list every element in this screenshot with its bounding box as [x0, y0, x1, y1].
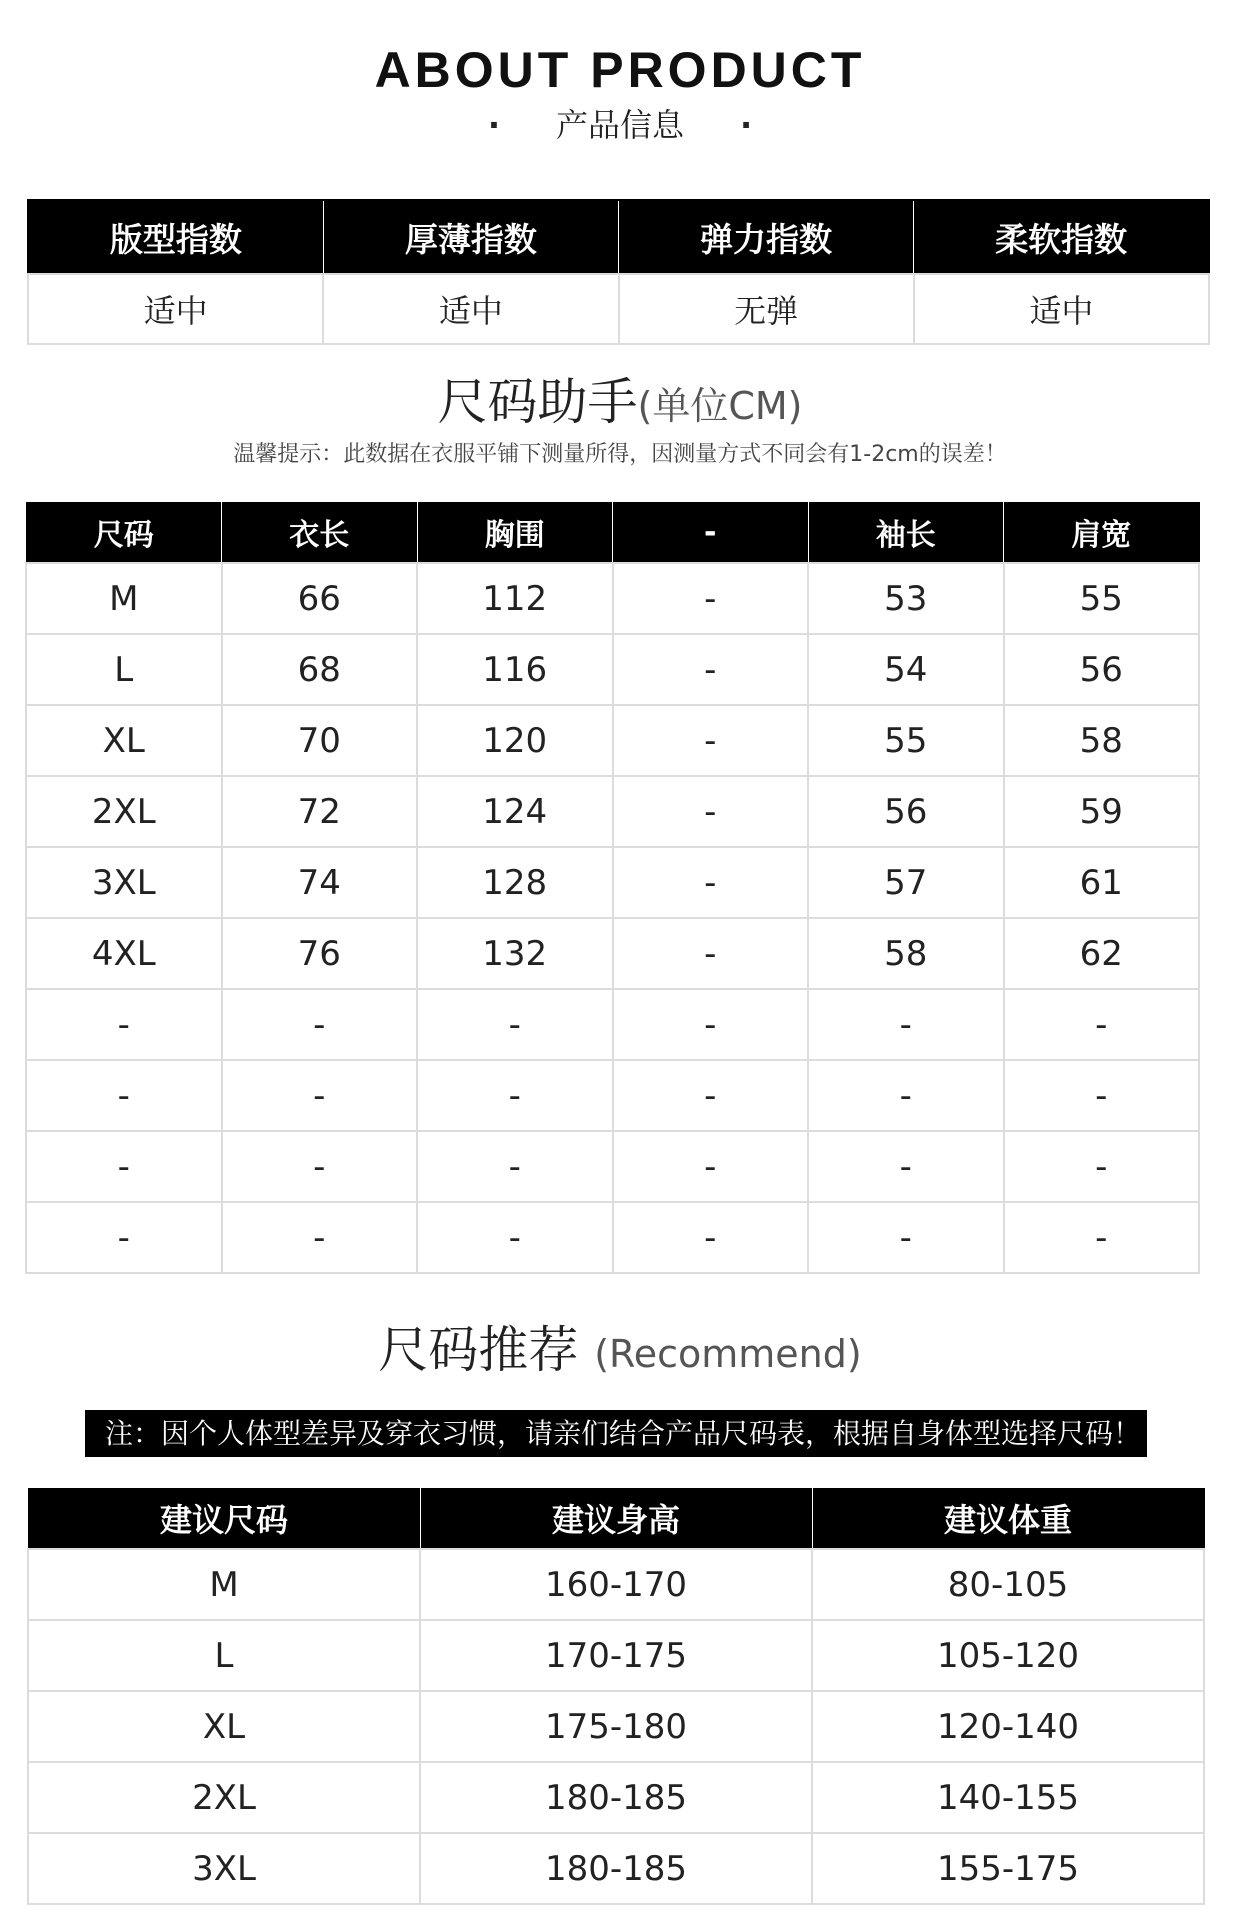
- index-header-cell: 厚薄指数: [323, 200, 618, 274]
- table-row: [26, 776, 1199, 847]
- table-row: [26, 918, 1199, 989]
- size-cell: -: [222, 1131, 418, 1202]
- size-cell: 3XL: [26, 847, 222, 918]
- table-row: [26, 847, 1199, 918]
- size-cell: 58: [1004, 705, 1200, 776]
- size-cell: -: [613, 1202, 809, 1273]
- size-cell: -: [417, 1131, 613, 1202]
- recommend-table: [27, 1488, 1205, 1905]
- size-cell: -: [808, 1131, 1004, 1202]
- index-header-cell: 弹力指数: [619, 200, 914, 274]
- size-cell: -: [613, 634, 809, 705]
- recommend-cell: 3XL: [28, 1833, 420, 1904]
- size-cell: -: [808, 1202, 1004, 1273]
- recommend-cell: 160-170: [420, 1549, 812, 1620]
- size-cell: 70: [222, 705, 418, 776]
- size-cell: -: [613, 847, 809, 918]
- size-cell: -: [26, 1202, 222, 1273]
- size-cell: 128: [417, 847, 613, 918]
- size-cell: -: [222, 989, 418, 1060]
- table-row: [28, 1762, 1204, 1833]
- dot-separator: ·: [487, 106, 500, 144]
- size-cell: -: [222, 1202, 418, 1273]
- recommend-cell: 180-185: [420, 1762, 812, 1833]
- size-cell: 57: [808, 847, 1004, 918]
- recommend-subtitle: (Recommend): [594, 1332, 862, 1376]
- size-cell: L: [26, 634, 222, 705]
- size-chart-title: [0, 372, 1240, 436]
- table-row: [28, 1691, 1204, 1762]
- size-header-cell: 衣长: [222, 502, 418, 563]
- size-cell: -: [1004, 1131, 1200, 1202]
- size-cell: 55: [808, 705, 1004, 776]
- recommend-cell: XL: [28, 1691, 420, 1762]
- index-value-cell: 适中: [323, 274, 618, 344]
- size-header-cell: 肩宽: [1004, 502, 1200, 563]
- size-cell: -: [613, 989, 809, 1060]
- size-cell: 56: [1004, 634, 1200, 705]
- size-cell: 112: [417, 563, 613, 634]
- size-cell: 55: [1004, 563, 1200, 634]
- recommend-cell: 2XL: [28, 1762, 420, 1833]
- product-index-table: [27, 199, 1210, 345]
- size-cell: 58: [808, 918, 1004, 989]
- table-row: [28, 1549, 1204, 1620]
- size-cell: -: [26, 1060, 222, 1131]
- size-cell: -: [808, 989, 1004, 1060]
- recommend-cell: 80-105: [812, 1549, 1204, 1620]
- table-row: [26, 1202, 1199, 1273]
- size-cell: -: [613, 705, 809, 776]
- size-cell: 116: [417, 634, 613, 705]
- size-cell: 74: [222, 847, 418, 918]
- size-header-cell: 胸围: [417, 502, 613, 563]
- size-header-cell: 袖长: [808, 502, 1004, 563]
- size-cell: -: [808, 1060, 1004, 1131]
- size-cell: -: [613, 1060, 809, 1131]
- size-cell: 53: [808, 563, 1004, 634]
- size-cell: -: [1004, 989, 1200, 1060]
- recommend-cell: 105-120: [812, 1620, 1204, 1691]
- recommend-header-row: [28, 1488, 1204, 1549]
- size-chart-table: [25, 502, 1200, 1274]
- page-subtitle: [0, 103, 1240, 147]
- table-row: [26, 989, 1199, 1060]
- page-title: ABOUT PRODUCT: [374, 42, 866, 98]
- size-cell: 61: [1004, 847, 1200, 918]
- size-cell: 120: [417, 705, 613, 776]
- size-cell: -: [417, 1202, 613, 1273]
- size-cell: -: [222, 1060, 418, 1131]
- recommend-header-cell: 建议尺码: [28, 1488, 420, 1549]
- size-cell: 76: [222, 918, 418, 989]
- size-cell: 66: [222, 563, 418, 634]
- size-cell: 72: [222, 776, 418, 847]
- recommend-cell: L: [28, 1620, 420, 1691]
- table-row: [28, 1833, 1204, 1904]
- size-header-cell: -: [613, 502, 809, 563]
- table-row: [28, 1620, 1204, 1691]
- page-subtitle-text: 产品信息: [555, 106, 684, 144]
- size-cell: 132: [417, 918, 613, 989]
- recommend-cell: 155-175: [812, 1833, 1204, 1904]
- size-cell: -: [1004, 1060, 1200, 1131]
- size-cell: XL: [26, 705, 222, 776]
- dot-separator: ·: [740, 106, 753, 144]
- size-cell: -: [26, 1131, 222, 1202]
- recommend-cell: 140-155: [812, 1762, 1204, 1833]
- size-cell: -: [417, 989, 613, 1060]
- recommend-title-text: 尺码推荐: [378, 1321, 579, 1379]
- size-cell: 2XL: [26, 776, 222, 847]
- recommend-header-cell: 建议身高: [420, 1488, 812, 1549]
- table-row: [26, 705, 1199, 776]
- size-header-row: [26, 502, 1199, 563]
- size-cell: -: [613, 1131, 809, 1202]
- size-cell: -: [26, 989, 222, 1060]
- size-header-cell: 尺码: [26, 502, 222, 563]
- size-cell: -: [417, 1060, 613, 1131]
- size-chart-unit: (单位CM): [637, 384, 803, 428]
- measurement-tip: 温馨提示：此数据在衣服平铺下测量所得，因测量方式不同会有1-2cm的误差！: [233, 442, 1007, 467]
- recommend-title: [0, 1320, 1240, 1384]
- size-cell: 62: [1004, 918, 1200, 989]
- size-cell: -: [613, 918, 809, 989]
- recommend-notice: 注：因个人体型差异及穿衣习惯，请亲们结合产品尺码表，根据自身体型选择尺码！: [85, 1410, 1147, 1457]
- size-cell: 59: [1004, 776, 1200, 847]
- index-value-cell: 适中: [914, 274, 1209, 344]
- size-cell: -: [1004, 1202, 1200, 1273]
- table-row: [26, 563, 1199, 634]
- index-header-row: [28, 200, 1209, 274]
- size-chart-title-text: 尺码助手: [437, 373, 638, 431]
- table-row: [26, 634, 1199, 705]
- size-cell: M: [26, 563, 222, 634]
- size-cell: 56: [808, 776, 1004, 847]
- recommend-cell: 120-140: [812, 1691, 1204, 1762]
- index-value-cell: 适中: [28, 274, 323, 344]
- index-value-cell: 无弹: [619, 274, 914, 344]
- recommend-header-cell: 建议体重: [812, 1488, 1204, 1549]
- table-row: [26, 1131, 1199, 1202]
- table-row: [26, 1060, 1199, 1131]
- recommend-cell: 175-180: [420, 1691, 812, 1762]
- index-value-row: [28, 274, 1209, 344]
- recommend-cell: M: [28, 1549, 420, 1620]
- size-cell: 68: [222, 634, 418, 705]
- recommend-cell: 180-185: [420, 1833, 812, 1904]
- size-cell: -: [613, 776, 809, 847]
- size-cell: 54: [808, 634, 1004, 705]
- recommend-cell: 170-175: [420, 1620, 812, 1691]
- index-header-cell: 版型指数: [28, 200, 323, 274]
- size-cell: -: [613, 563, 809, 634]
- size-cell: 4XL: [26, 918, 222, 989]
- size-cell: 124: [417, 776, 613, 847]
- index-header-cell: 柔软指数: [914, 200, 1209, 274]
